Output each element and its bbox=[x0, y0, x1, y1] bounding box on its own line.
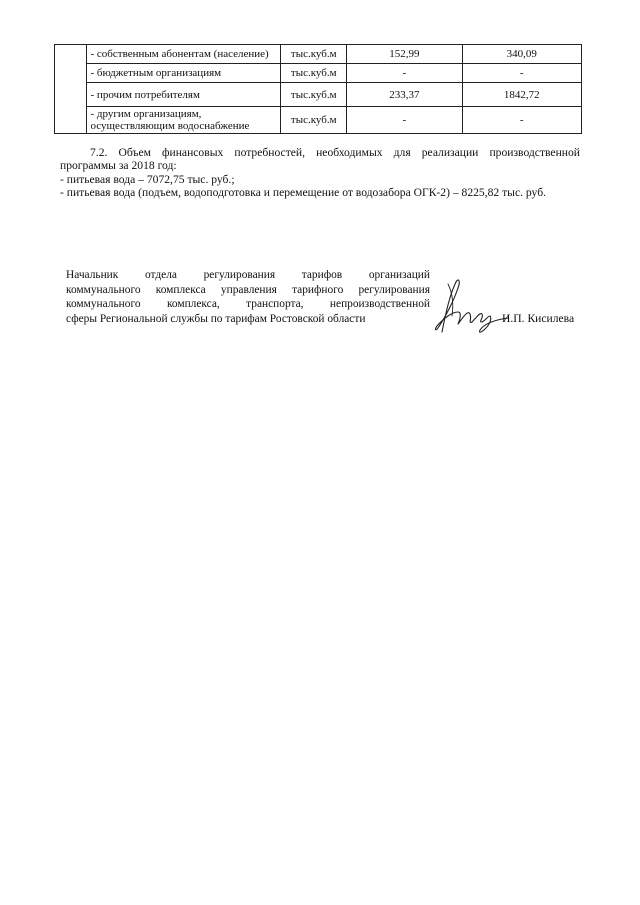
row-unit: тыс.куб.м bbox=[281, 64, 347, 83]
table-row bbox=[55, 107, 582, 134]
row-name: - прочим потребителям bbox=[86, 83, 281, 107]
table-row bbox=[55, 83, 582, 107]
row-name: - собственным абонентам (население) bbox=[86, 45, 281, 64]
row-value-2: 1842,72 bbox=[462, 83, 581, 107]
signatory-name: И.П. Кисилева bbox=[502, 312, 575, 325]
row-unit: тыс.куб.м bbox=[281, 83, 347, 107]
intake-water-cost-line: - питьевая вода (подъем, водоподготовка и перемещение от водозабора ОГК-2) – 8225,82 тыс. руб. bbox=[60, 186, 546, 199]
row-value-1: - bbox=[347, 64, 462, 83]
row-value-1: - bbox=[347, 107, 462, 134]
signatory-title bbox=[66, 268, 430, 326]
row-unit: тыс.куб.м bbox=[281, 45, 347, 64]
row-value-2: - bbox=[462, 107, 581, 134]
drinking-water-cost-line: - питьевая вода – 7072,75 тыс. руб.; bbox=[60, 173, 235, 186]
consumption-table bbox=[54, 44, 582, 134]
row-name: - другим организациям, осуществляющим водоснабжение bbox=[86, 107, 281, 134]
signatory-title-line: сферы Региональной службы по тарифам Ростовской области bbox=[66, 312, 366, 325]
row-value-2: - bbox=[462, 64, 581, 83]
signatory-title-line: коммунального комплекса, транспорта, непроизводственной bbox=[66, 298, 430, 311]
handwritten-signature bbox=[428, 272, 510, 340]
signatory-title-line: Начальник отдела регулирования тарифов организаций bbox=[66, 269, 430, 281]
row-value-1: 233,37 bbox=[347, 83, 462, 107]
row-unit: тыс.куб.м bbox=[281, 107, 347, 134]
row-name: - бюджетным организациям bbox=[86, 64, 281, 83]
financial-needs-paragraph: 7.2. Объем финансовых потребностей, необходимых для реализации производственной программы за 2018 год: bbox=[60, 146, 580, 172]
table-row bbox=[55, 45, 582, 64]
row-value-2: 340,09 bbox=[462, 45, 581, 64]
index-cell bbox=[55, 45, 87, 134]
row-value-1: 152,99 bbox=[347, 45, 462, 64]
signatory-title-line: коммунального комплекса управления тарифного регулирования bbox=[66, 283, 430, 296]
table-row bbox=[55, 64, 582, 83]
